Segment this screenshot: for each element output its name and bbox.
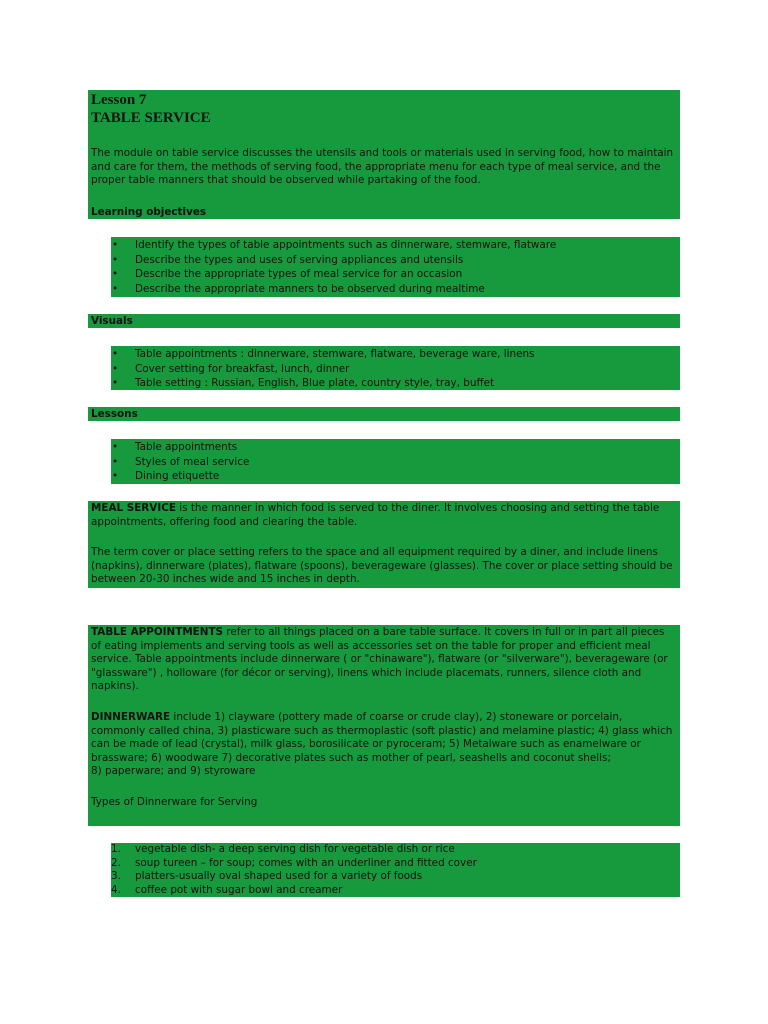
list-item: • Describe the appropriate types of meal service for an occasion	[112, 268, 463, 281]
list-item: • Table appointments : dinnerware, stemware, flatware, beverage ware, linens	[112, 348, 535, 360]
list-item: • Describe the appropriate manners to be observed during mealtime	[112, 283, 485, 296]
bullet-icon: •	[112, 377, 119, 390]
meal-service-block	[88, 501, 680, 588]
list-item: 4. coffee pot with sugar bowl and creamer	[111, 883, 343, 896]
list-number: 4.	[111, 883, 121, 896]
lessons-list-block	[111, 439, 680, 484]
visuals-list-block	[111, 346, 680, 390]
learning-objectives-list	[111, 238, 680, 297]
dinnerware-continuation: 8) paperware; and 9) styroware	[91, 765, 256, 778]
bullet-icon: •	[112, 239, 119, 251]
lesson-intro-text: The module on table service discusses the utensils and tools or materials used in serving food, how to maintain and care for them, the methods of serving food, the appropriate menu for each type of meal service, and the proper table manners that should be observed while partaking of the food.	[91, 147, 674, 187]
dinnerware-types-heading: Types of Dinnerware for Serving	[91, 795, 258, 808]
table-appointments-paragraph	[91, 626, 677, 694]
visuals-heading: Visuals	[88, 314, 680, 328]
meal-service-term: MEAL SERVICE	[91, 502, 176, 514]
list-number: 1.	[111, 843, 121, 855]
bullet-icon: •	[112, 283, 119, 296]
list-number: 2.	[111, 856, 121, 869]
meal-service-paragraph	[91, 502, 677, 529]
list-item: • Styles of meal service	[112, 455, 250, 468]
list-item: • Identify the types of table appointments such as dinnerware, stemware, flatware	[112, 239, 557, 251]
bullet-icon: •	[112, 362, 119, 375]
dinnerware-paragraph	[91, 711, 677, 765]
visuals-list	[111, 347, 680, 391]
table-appointments-term: TABLE APPOINTMENTS	[91, 626, 224, 638]
bullet-icon: •	[112, 253, 119, 266]
list-item: • Dining etiquette	[112, 470, 220, 483]
dinnerware-term: DINNERWARE	[91, 710, 171, 723]
learning-objectives-heading: Learning objectives	[91, 205, 207, 218]
lesson-intro-block	[88, 90, 680, 219]
bullet-icon: •	[112, 441, 119, 453]
dinnerware-types-list-block	[111, 843, 680, 897]
list-item: • Table appointments	[112, 441, 238, 453]
lesson-number: Lesson 7	[91, 92, 147, 108]
learning-objectives-list-block	[111, 237, 680, 297]
list-item: 2. soup tureen – for soup; comes with an underliner and fitted cover	[111, 856, 477, 869]
list-item: 3. platters-usually oval shaped used for a variety of foods	[111, 870, 423, 883]
meal-service-definition: is the manner in which food is served to the diner. It involves choosing and setting the table appointments, offering food and clearing the table.	[91, 502, 660, 528]
bullet-icon: •	[112, 470, 119, 483]
table-appointments-definition: refer to all things placed on a bare table surface. It covers in full or in part all pieces of eating implements and serving tools as well as accessories set on the table for proper and efficient meal service. Table appointments include dinnerware ( or "chinaware"), flatware (or "silverware"), beverageware (or "glassware") , holloware (for décor or serving), linens which include placemats, runners, silence cloth and napkins).	[91, 626, 668, 693]
list-item: • Cover setting for breakfast, lunch, dinner	[112, 362, 350, 375]
bullet-icon: •	[112, 268, 119, 281]
list-item: • Table setting : Russian, English, Blue plate, country style, tray, buffet	[112, 377, 495, 390]
table-appointments-block	[88, 625, 680, 826]
list-item: • Describe the types and uses of serving appliances and utensils	[112, 253, 464, 266]
cover-setting-paragraph: The term cover or place setting refers to the space and all equipment required by a diner, and include linens (napkins), dinnerware (plates), flatware (spoons), beverageware (glasses). The cover or place setting should be between 20-30 inches wide and 15 inches in depth.	[91, 546, 673, 586]
lessons-heading: Lessons	[88, 407, 680, 421]
list-item: 1. vegetable dish- a deep serving dish for vegetable dish or rice	[111, 843, 455, 855]
bullet-icon: •	[112, 348, 119, 360]
bullet-icon: •	[112, 455, 119, 468]
dinnerware-types-list	[111, 843, 680, 897]
list-number: 3.	[111, 870, 121, 883]
lesson-title: TABLE SERVICE	[91, 110, 211, 126]
dinnerware-definition: include 1) clayware (pottery made of coarse or crude clay), 2) stoneware or porcelain, commonly called china, 3) plasticware such as thermoplastic (soft plastic) and melamine plastic; 4) glass which can be made of lead (crystal), milk glass, borosilicate or pyroceram; 5) Metalware such as enamelware or brassware; 6) woodware 7) decorative plates such as mother of pearl, seashells and coconut shells;	[91, 710, 673, 764]
lessons-list	[111, 440, 680, 484]
